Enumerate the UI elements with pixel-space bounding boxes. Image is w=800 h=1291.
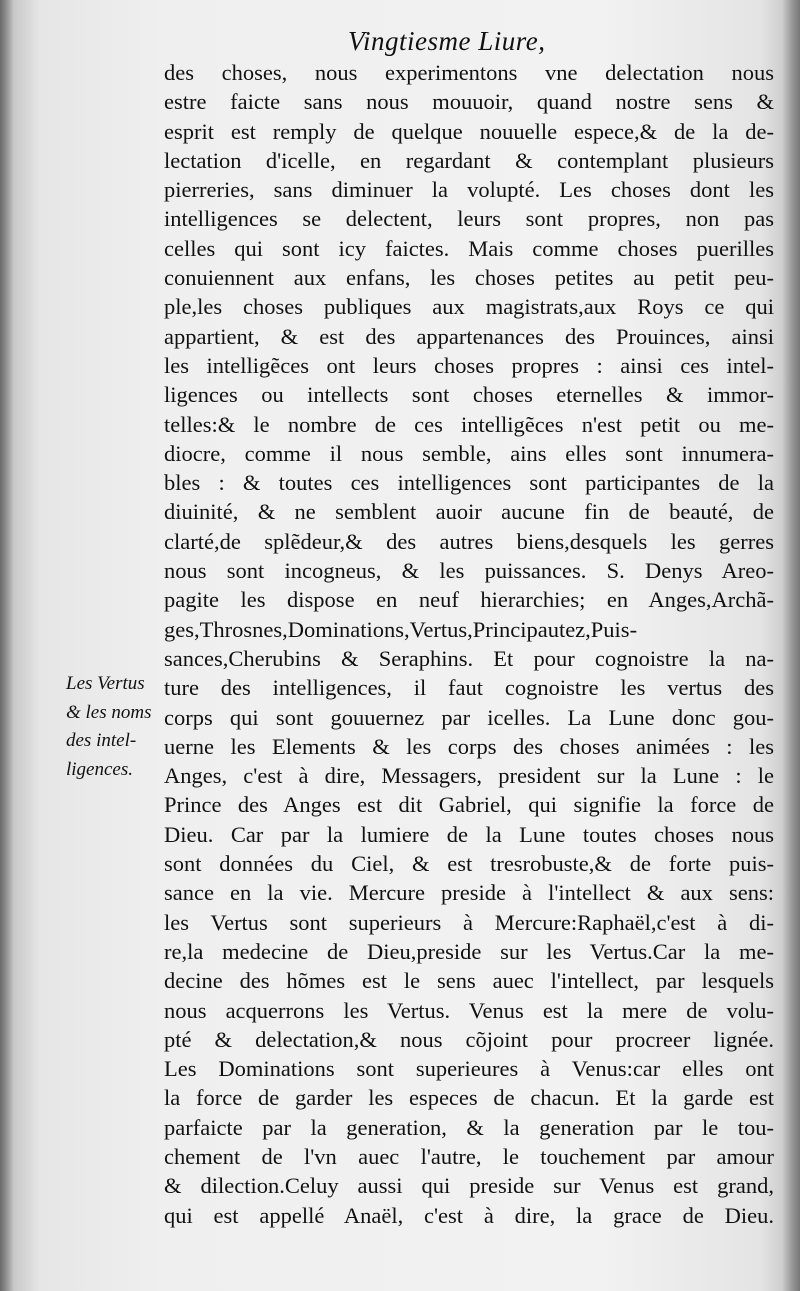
text-line: telles:& le nombre de ces intelligẽces n'est petit ou me-: [164, 411, 774, 437]
text-line: Les Dominations sont superieures à Venus:car elles ont: [164, 1056, 774, 1082]
text-line: estre faicte sans nous mouuoir, quand nostre sens &: [164, 89, 774, 115]
running-head: Vingtiesme Liure,: [348, 26, 546, 56]
text-line: parfaicte par la generation, & la generation par le tou-: [164, 1114, 774, 1140]
page-gutter-shadow: [0, 0, 14, 1291]
text-line: decine des hõmes est le sens auec l'intellect, par lesquels: [164, 968, 774, 994]
text-line: nous acquerrons les Vertus. Venus est la mere de volu-: [164, 997, 774, 1023]
text-line: qui est appellé Anaël, c'est à dire, la grace de Dieu.: [164, 1202, 774, 1228]
text-line: celles qui sont icy faictes. Mais comme choses puerilles: [164, 235, 774, 261]
text-line: pagite les dispose en neuf hierarchies; en Anges,Archã-: [164, 587, 774, 613]
text-line: clarté,de splẽdeur,& des autres biens,desquels les gerres: [164, 528, 774, 554]
text-line: corps qui sont gouuernez par icelles. La Lune donc gou-: [164, 704, 774, 730]
text-line: les intelligẽces ont leurs choses propres : ainsi ces intel-: [164, 352, 774, 378]
text-line: sont données du Ciel, & est tresrobuste,& de forte puis-: [164, 851, 774, 877]
body-text: [164, 58, 774, 1230]
page-edge-shadow: [782, 0, 800, 1291]
margin-note-line: Les Vertus: [66, 673, 145, 694]
text-line: les Vertus sont superieurs à Mercure:Raphaël,c'est à di-: [164, 909, 774, 935]
text-line: Prince des Anges est dit Gabriel, qui signifie la force de: [164, 792, 774, 818]
text-line: bles : & toutes ces intelligences sont participantes de la: [164, 470, 774, 496]
text-line: Dieu. Car par la lumiere de la Lune toutes choses nous: [164, 821, 774, 847]
text-line: esprit est remply de quelque nouuelle espece,& de la de-: [164, 118, 774, 144]
text-line: re,la medecine de Dieu,preside sur les Vertus.Car la me-: [164, 938, 774, 964]
text-line: Anges, c'est à dire, Messagers, president sur la Lune : le: [164, 763, 774, 789]
text-line: lectation d'icelle, en regardant & contemplant plusieurs: [164, 147, 774, 173]
text-line: pierreries, sans diminuer la volupté. Les choses dont les: [164, 177, 774, 203]
text-line: nous sont incogneus, & les puissances. S. Denys Areo-: [164, 558, 774, 584]
text-line: sance en la vie. Mercure preside à l'intellect & aux sens:: [164, 880, 774, 906]
text-line: appartient, & est des appartenances des Prouinces, ainsi: [164, 323, 774, 349]
text-line: diocre, comme il nous semble, ains elles sont innumera-: [164, 440, 774, 466]
margin-note-line: & les noms: [66, 701, 152, 723]
text-line: ligences ou intellects sont choses eternelles & immor-: [164, 382, 774, 408]
margin-note: [66, 670, 176, 784]
text-line: la force de garder les especes de chacun. Et la garde est: [164, 1085, 774, 1111]
text-line: ges,Throsnes,Dominations,Vertus,Principautez,Puis-: [164, 616, 638, 642]
text-line: diuinité, & ne semblent auoir aucune fin de beauté, de: [164, 499, 774, 525]
text-line: des choses, nous experimentons vne delectation nous: [164, 60, 774, 85]
text-line: pté & delectation,& nous cõjoint pour procreer lignée.: [164, 1026, 774, 1052]
margin-note-line: ligences.: [66, 758, 134, 780]
text-line: uerne les Elements & les corps des choses animées : les: [164, 733, 774, 759]
text-line: intelligences se delectent, leurs sont propres, non pas: [164, 206, 774, 232]
text-line: conuiennent aux enfans, les choses petites au petit peu-: [164, 265, 774, 291]
text-line: & dilection.Celuy aussi qui preside sur Venus est grand,: [164, 1173, 774, 1199]
text-line: sances,Cherubins & Seraphins. Et pour cognoistre la na-: [164, 645, 774, 671]
text-line: chement de l'vn auec l'autre, le touchement par amour: [164, 1143, 774, 1169]
text-line: ture des intelligences, il faut cognoistre les vertus des: [164, 675, 774, 701]
margin-note-line: des intel-: [66, 730, 137, 751]
text-line: ple,les choses publiques aux magistrats,aux Roys ce qui: [164, 294, 774, 320]
